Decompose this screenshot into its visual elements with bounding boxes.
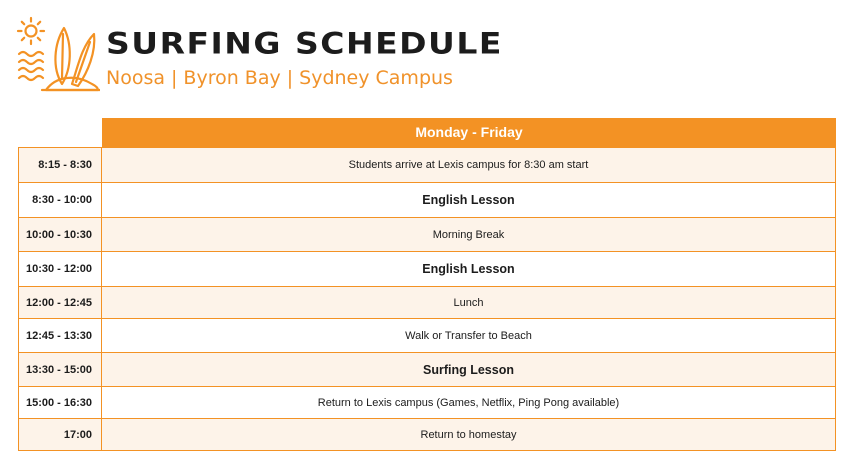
page-header	[0, 0, 850, 110]
time-cell: 10:00 - 10:30	[18, 218, 102, 251]
location-separator: |	[286, 67, 294, 89]
table-row	[18, 353, 836, 387]
sun-surfboard-waves-icon	[16, 16, 100, 96]
time-cell: 8:30 - 10:00	[18, 183, 102, 217]
time-cell: 8:15 - 8:30	[18, 148, 102, 182]
activity-cell: Walk or Transfer to Beach	[102, 319, 836, 352]
schedule-days-header: Monday - Friday	[102, 118, 836, 147]
time-cell: 13:30 - 15:00	[18, 353, 102, 386]
time-cell: 17:00	[18, 419, 102, 450]
activity-cell: Return to Lexis campus (Games, Netflix, Ping Pong available)	[102, 387, 836, 418]
time-cell: 10:30 - 12:00	[18, 252, 102, 286]
table-row	[18, 287, 836, 319]
activity-cell: English Lesson	[102, 252, 836, 286]
activity-cell: Return to homestay	[102, 419, 836, 450]
table-row	[18, 387, 836, 419]
location-noosa: Noosa	[106, 67, 166, 89]
location-separator: |	[171, 67, 178, 89]
location-byron-bay: Byron Bay	[183, 67, 281, 89]
table-row	[18, 218, 836, 252]
table-row	[18, 252, 836, 287]
campus-locations	[106, 66, 453, 90]
table-row	[18, 419, 836, 451]
time-cell: 12:00 - 12:45	[18, 287, 102, 318]
table-row	[18, 319, 836, 353]
activity-cell: Students arrive at Lexis campus for 8:30 am start	[102, 148, 836, 182]
location-sydney-campus: Sydney Campus	[299, 67, 453, 89]
time-cell: 12:45 - 13:30	[18, 319, 102, 352]
page-title: SURFING SCHEDULE	[106, 26, 503, 61]
activity-cell: English Lesson	[102, 183, 836, 217]
schedule-table	[18, 147, 836, 451]
table-row	[18, 183, 836, 218]
activity-cell: Lunch	[102, 287, 836, 318]
activity-cell: Morning Break	[102, 218, 836, 251]
table-row	[18, 148, 836, 183]
activity-cell: Surfing Lesson	[102, 353, 836, 386]
time-cell: 15:00 - 16:30	[18, 387, 102, 418]
